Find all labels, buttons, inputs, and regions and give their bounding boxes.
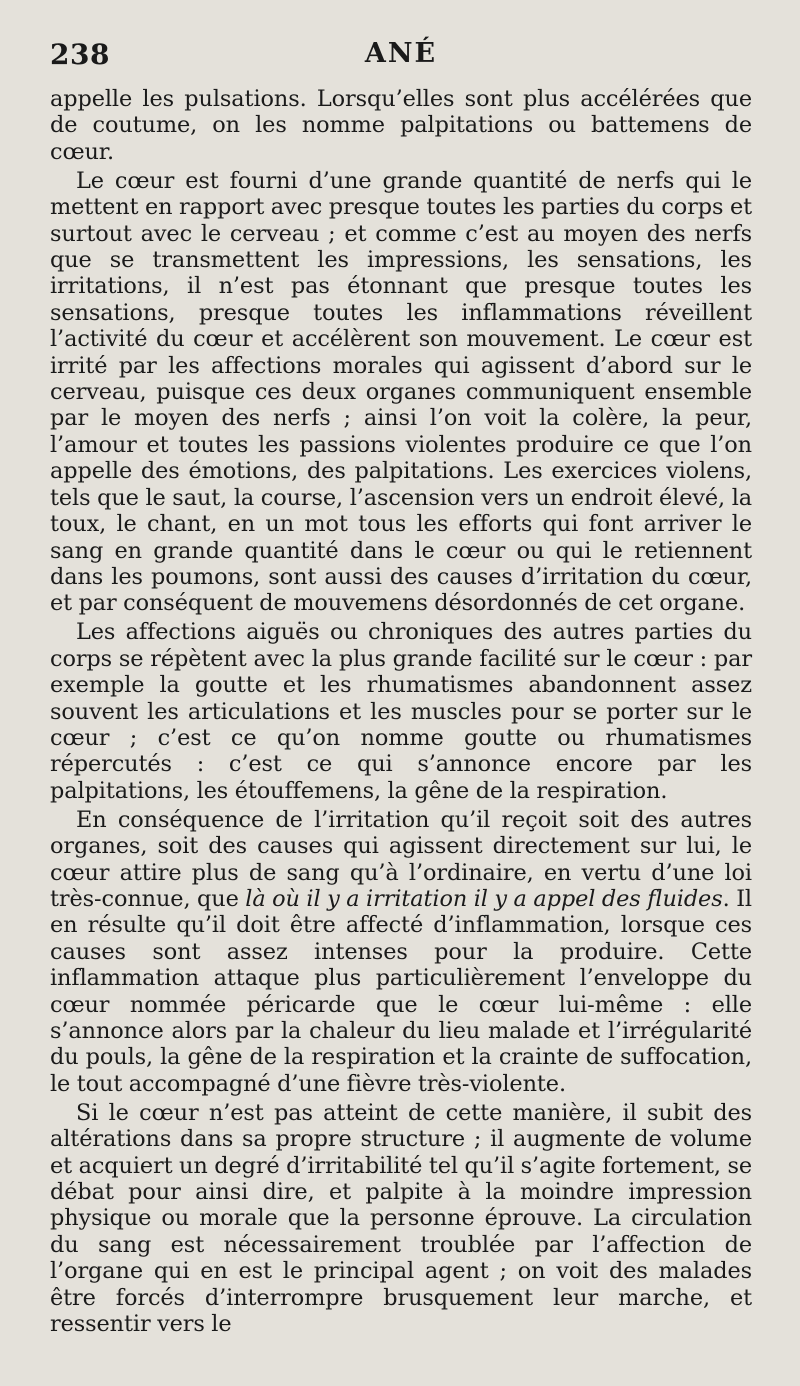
running-head [50,38,752,78]
italic-maxim: là où il y a irritation il y a appel des fluides [245,885,723,912]
paragraph-continued: appelle les pulsations. Lorsqu’elles sont plus accélérées que de coutume, on les nomme palpitations ou battemens de cœur. [50,86,752,165]
page-number: 238 [50,38,110,71]
paragraph-acute-affections: Les affections aiguës ou chroniques des autres parties du corps se répètent avec la plus grande facilité sur le cœur : par exemple la goutte et les rhumatismes abandonnent assez souvent les articulations et les muscles pour se porter sur le cœur ; c’est ce qu’on nomme goutte ou rhumatismes répercutés : c’est ce qui s’annonce encore par les palpitations, les étouffemens, la gêne de la respiration. [50,619,752,804]
paragraph-structural-alterations: Si le cœur n’est pas atteint de cette manière, il subit des altérations dans sa propre structure ; il augmente de volume et acquiert un degré d’irritabilité tel qu’il s’agite fortement, se débat pour ainsi dire, et palpite à la moindre impression physique ou morale que la personne éprouve. La circulation du sang est nécessairement troublée par l’affection de l’organe qui en est le principal agent ; on voit des malades être forcés d’interrompre brusquement leur marche, et ressentir vers le [50,1099,752,1338]
paragraph-text-after: . Il en résulte qu’il doit être affecté d’inflammation, lorsque ces causes sont assez intenses pour la produire. Cette inflammation attaque plus particulièrement l’enveloppe du cœur nommée péricarde que le cœur lui-même : elle s’annonce alors par la chaleur du lieu malade et l’irrégularité du pouls, la gêne de la respiration et la crainte de suffocation, le tout accompagné d’une fièvre très-violente. [50,885,752,1097]
paragraph-inflammation [50,807,752,1097]
paragraph-text-before: En conséquence de l’irritation qu’il reçoit soit des autres organes, soit des causes qui agissent directement sur lui, le cœur attire plus de sang qu’à l’ordinaire, en vertu d’une loi très-connue, que [50,806,752,912]
paragraph-heart-nerves: Le cœur est fourni d’une grande quantité de nerfs qui le mettent en rapport avec presque toutes les parties du corps et surtout avec le cerveau ; et comme c’est au moyen des nerfs que se transmettent les impressions, les sensations, les irritations, il n’est pas étonnant que presque toutes les sensations, presque toutes les inflammations réveillent l’activité du cœur et accélèrent son mouvement. Le cœur est irrité par les affections morales qui agissent d’abord sur le cerveau, puisque ces deux organes communiquent ensemble par le moyen des nerfs ; ainsi l’on voit la colère, la peur, l’amour et toutes les passions violentes produire ce que l’on appelle des émotions, des palpitations. Les exercices violens, tels que le saut, la course, l’ascension vers un endroit élevé, la toux, le chant, en un mot tous les efforts qui font arriver le sang en grande quantité dans le cœur ou qui le retiennent dans les poumons, sont aussi des causes d’irritation du cœur, et par conséquent de mouvemens désordonnés de cet organe. [50,167,752,617]
running-title: ANÉ [364,38,438,69]
body-text [50,86,752,1337]
